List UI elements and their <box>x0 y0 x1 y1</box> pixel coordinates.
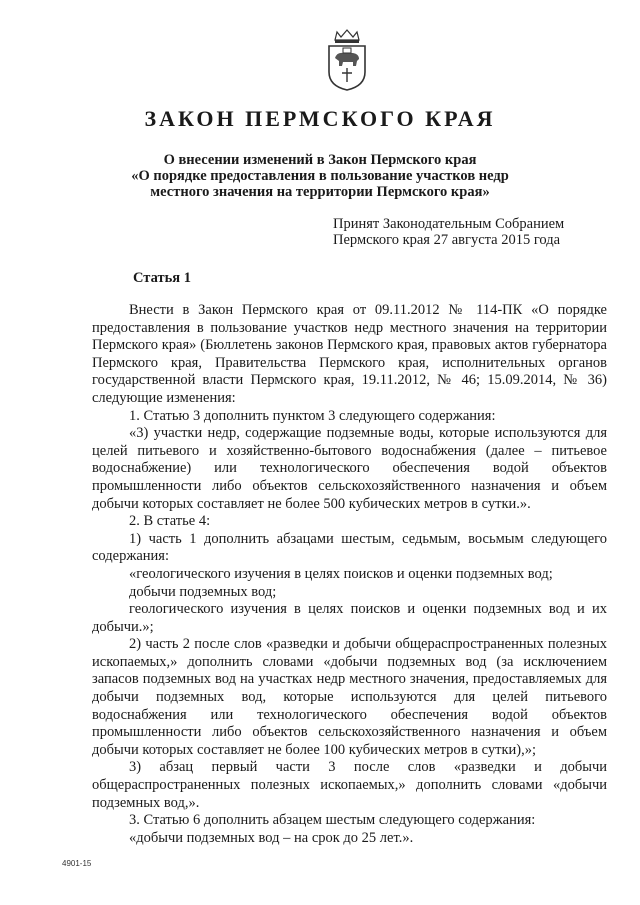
document-subtitle <box>100 152 540 200</box>
adoption-line: Принят Законодательным Собранием <box>333 216 565 232</box>
paragraph: 1) часть 1 дополнить абзацами шестым, седьмым, восьмым следующего содержания: <box>92 530 607 565</box>
paragraph: «3) участки недр, содержащие подземные воды, которые используются для целей питьевого и хозяйственно-бытового водоснабжения (далее – питьевое водоснабжение) или технологического обеспечения водой объектов промышленности либо объектов сельскохозяйственного назначения и объем добычи которых составляет не более 500 кубических метров в сутки.». <box>92 425 607 512</box>
document-title: ЗАКОН ПЕРМСКОГО КРАЯ <box>144 106 496 131</box>
paragraph: «добычи подземных вод – на срок до 25 лет.». <box>129 829 414 846</box>
adoption-note <box>333 216 623 248</box>
subtitle-line: «О порядке предоставления в пользование участков недр <box>131 168 509 184</box>
adoption-line: Пермского края 27 августа 2015 года <box>333 232 561 248</box>
paragraph: геологического изучения в целях поисков и оценки подземных вод и их добычи.»; <box>92 601 607 635</box>
subtitle-line: О внесении изменений в Закон Пермского края <box>163 152 477 168</box>
subtitle-line: местного значения на территории Пермского края» <box>150 184 490 200</box>
article-heading: Статья 1 <box>133 270 191 286</box>
paragraph: Внести в Закон Пермского края от 09.11.2012 № 114-ПК «О порядке предоставления в пользование участков недр местного значения на территории Пермского края» (Бюллетень законов Пермского края, правовых актов губернатора Пермского края, Правительства Пермского края, исполнительных органов государственной власти Пермского края, 19.11.2012, № 46; 15.09.2014, № 36) следующие изменения: <box>92 302 607 406</box>
paragraph: 2) часть 2 после слов «разведки и добычи общераспространенных полезных ископаемых,» дополнить словами «добычи подземных вод (за исключением запасов подземных вод на участках недр местного значения, предоставляемых для добычи подземных вод, которые используются для целей питьевого водоснабжения или технологического обеспечения водой объектов промышленности либо объектов сельскохозяйственного назначения и объем добычи которых составляет не более 100 кубических метров в сутки),»; <box>92 636 607 758</box>
paragraph: «геологического изучения в целях поисков и оценки подземных вод; <box>129 565 553 582</box>
document-body <box>92 302 607 847</box>
paragraph: 3. Статью 6 дополнить абзацем шестым следующего содержания: <box>129 812 536 829</box>
paragraph: добычи подземных вод; <box>129 583 277 600</box>
paragraph: 3) абзац первый части 3 после слов «разведки и добычи общераспространенных полезных ископаемых,» дополнить словами «добычи подземных вод,». <box>92 759 607 811</box>
document-code: 4901-15 <box>62 859 92 868</box>
perm-krai-coat-of-arms-icon <box>323 28 371 92</box>
paragraph: 2. В статье 4: <box>129 513 211 530</box>
paragraph: 1. Статью 3 дополнить пунктом 3 следующего содержания: <box>129 407 496 424</box>
